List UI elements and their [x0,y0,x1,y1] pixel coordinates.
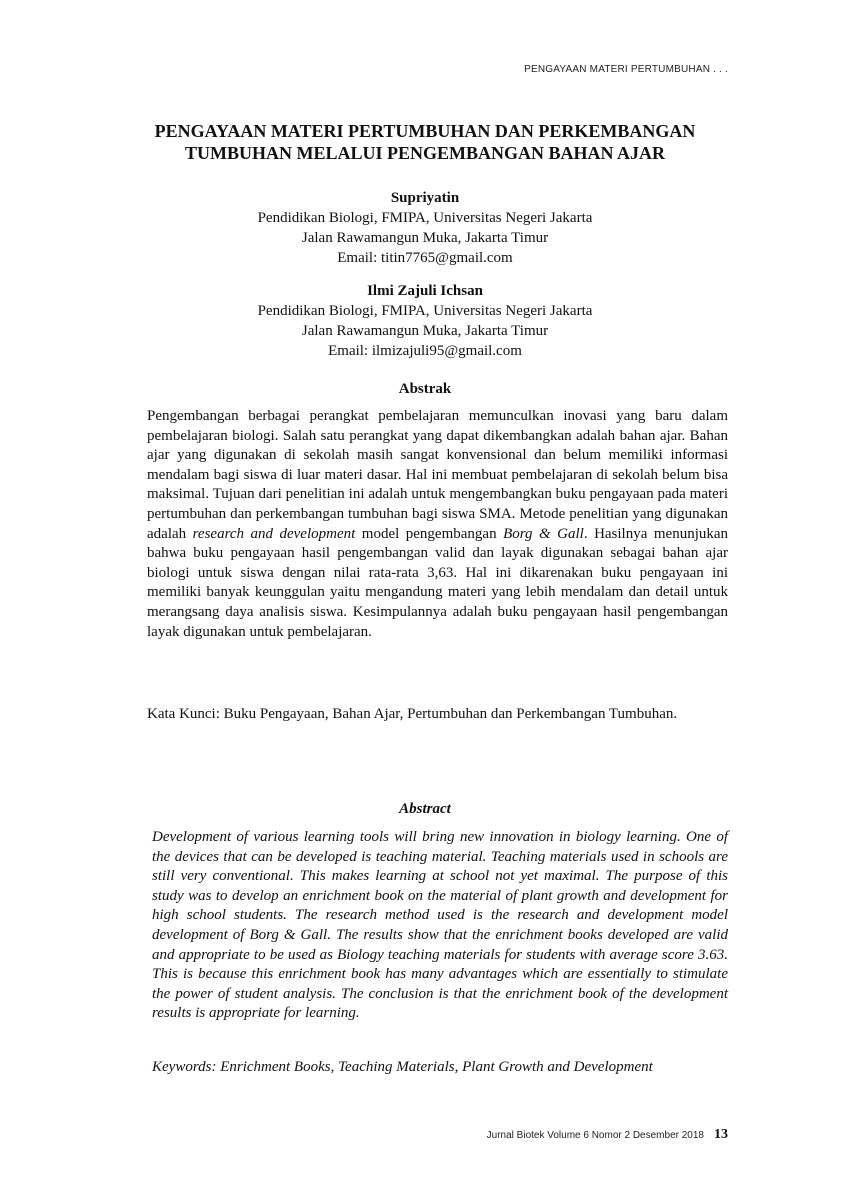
author-address: Jalan Rawamangun Muka, Jakarta Timur [301,230,549,246]
title-line-2: TUMBUHAN MELALUI PENGEMBANGAN BAHAN AJAR [184,143,665,163]
author-email: Email: ilmizajuli95@gmail.com [328,343,522,359]
page-number: 13 [714,1127,728,1142]
abstrak-body [147,407,728,642]
abstrak-text: Pengembangan berbagai perangkat pembelajaran memunculkan inovasi yang baru dalam pembelajaran biologi. Salah satu perangkat yang dapat dikembangkan adalah bahan ajar. Bahan ajar yang digunakan di sekolah masih sangat konvensional dan belum memiliki informasi mendalam bagi siswa di luar materi dasar. Hal ini membuat pembelajaran di sekolah belum bisa maksimal. Tujuan dari penelitian ini adalah untuk mengembangkan buku pengayaan pada materi pertumbuhan dan perkembangan tumbuhan bagi siswa SMA. Metode penelitian yang digunakan adalah [147,408,728,542]
abstrak-italic-model: Borg & Gall [503,525,584,542]
abstrak-heading: Abstrak [398,381,452,397]
abstract-body: Development of various learning tools will bring new innovation in biology learning. One of the devices that can be developed is teaching material. Teaching materials used in schools are still very conventional. This makes learning at school not yet maximal. The purpose of this study was to develop an enrichment book on the material of plant growth and development for high school students. The research method used is the research and development model development of Borg & Gall. The results show that the enrichment books developed are valid and appropriate to be used as Biology teaching materials for students with average score 3.63. This is because this enrichment book has many advantages which are essentially to stimulate the power of student analysis. The conclusion is that the enrichment book of the development results is appropriate for learning. [152,829,728,1022]
title-line-1: PENGAYAAN MATERI PERTUMBUHAN DAN PERKEMBANGAN [154,121,696,141]
author-affiliation: Pendidikan Biologi, FMIPA, Universitas Negeri Jakarta [257,210,593,226]
author-email: Email: titin7765@gmail.com [337,250,513,266]
abstract-keywords: Keywords: Enrichment Books, Teaching Materials, Plant Growth and Development [152,1059,653,1075]
abstract-heading: Abstract [399,801,451,817]
abstrak-text: model pengembangan [355,525,504,542]
journal-citation: Jurnal Biotek Volume 6 Nomor 2 Desember 2018 [486,1130,704,1141]
author-address: Jalan Rawamangun Muka, Jakarta Timur [301,323,549,339]
page-footer [487,1127,728,1143]
author-block-1 [100,188,750,268]
abstrak-italic-method: research and development [192,525,356,542]
author-affiliation: Pendidikan Biologi, FMIPA, Universitas Negeri Jakarta [257,303,593,319]
running-head: PENGAYAAN MATERI PERTUMBUHAN . . . [524,64,728,75]
author-block-2 [100,281,750,361]
paper-title [100,120,750,164]
author-name: Ilmi Zajuli Ichsan [367,283,483,299]
author-name: Supriyatin [390,190,460,206]
kata-kunci: Kata Kunci: Buku Pengayaan, Bahan Ajar, Pertumbuhan dan Perkembangan Tumbuhan. [147,706,678,722]
abstrak-text: . Hasilnya menunjukan bahwa buku pengayaan hasil pengembangan valid dan layak digunakan sebagai bahan ajar biologi untuk siswa dengan nilai rata-rata 3,63. Hal ini dikarenakan buku pengayaan ini memiliki banyak keunggulan yaitu mengandung materi yang lebih mendalam dan detail untuk merangsang daya analisis siswa. Kesimpulannya adalah buku pengayaan hasil pengembangan layak digunakan untuk pembelajaran. [147,525,729,640]
